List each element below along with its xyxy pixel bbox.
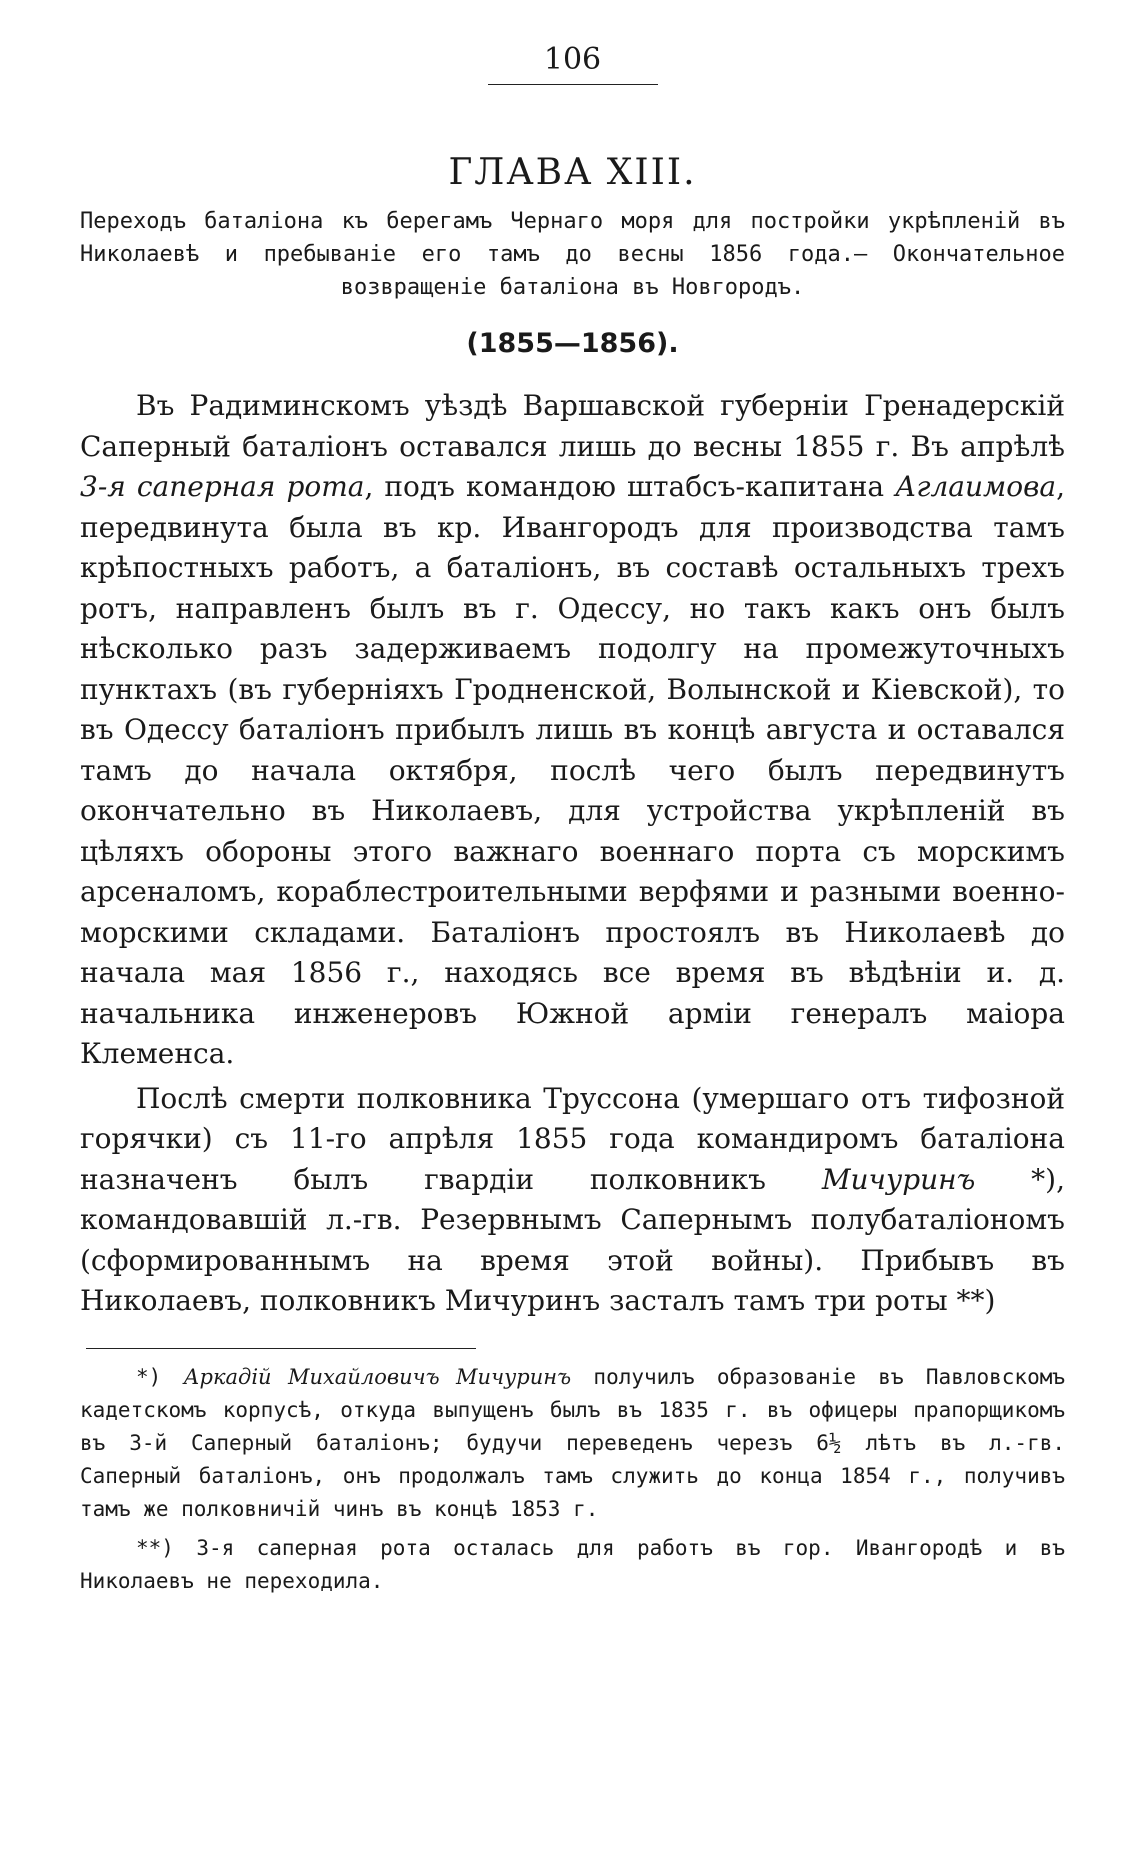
footnote-marker-1: *)	[975, 1162, 1057, 1196]
paragraph-1-text-b: , подъ командою штабсъ-капитана	[364, 470, 896, 503]
footnote-1-text: получилъ образованіе въ Павловскомъ кадетскомъ корпусѣ, откуда выпущенъ былъ въ 1835 г. въ офицеры прапорщикомъ въ 3-й Саперный баталіонъ; будучи переведенъ черезъ 6½ лѣтъ въ л.-гв. Саперный баталіонъ, онъ продолжалъ тамъ служить до конца 1854 г., получивъ тамъ же полковничій чинъ въ концѣ 1853 г.	[80, 1364, 1065, 1521]
book-page	[80, 40, 1065, 1598]
paragraph-1-text-c: , передвинута была въ кр. Ивангородъ для производства тамъ крѣпостныхъ работъ, а баталіонъ, въ составѣ остальныхъ трехъ ротъ, направленъ былъ въ г. Одессу, но такъ какъ онъ былъ нѣсколько разъ задерживаемъ подолгу на промежуточныхъ пунктахъ (въ губерніяхъ Гродненской, Волынской и Кіевской), то въ Одессу баталіонъ прибылъ лишь въ концѣ августа и оставался тамъ до начала октября, послѣ чего былъ передвинутъ окончательно въ Николаевъ, для устройства укрѣпленій въ цѣляхъ обороны этого важнаго военнаго порта съ морскимъ арсеналомъ, кораблестроительными верфями и разными военно-морскими складами. Баталіонъ простоялъ въ Николаевѣ до начала мая 1856 г., находясь все время въ вѣдѣніи и. д. начальника инженеровъ Южной арміи генералъ маіора Клеменса.	[80, 470, 1065, 1070]
company-name: 3-я саперная рота	[80, 470, 365, 503]
paragraph-1	[80, 386, 1065, 1075]
commander-name: Мичуринъ	[821, 1162, 976, 1196]
paragraph-2-text-b: , командовавшій л.-гв. Резервнымъ Сапернымъ полубаталіономъ (сформированнымъ на время этой войны). Прибывъ въ Николаевъ, полковникъ Мичуринъ засталъ тамъ три роты **)	[80, 1162, 1065, 1317]
footnotes	[80, 1361, 1065, 1598]
footnote-2: **) 3-я саперная рота осталась для работъ въ гор. Ивангородѣ и въ Николаевъ не переходила.	[80, 1535, 1065, 1593]
footnote-divider	[86, 1348, 476, 1349]
footnote-1-name: Аркадій Михайловичъ Мичуринъ	[183, 1364, 572, 1389]
chapter-years: (1855—1856).	[466, 328, 679, 359]
body-text	[80, 386, 1065, 1322]
chapter-summary: Переходъ баталіона къ берегамъ Чернаго моря для постройки укрѣпленій въ Николаевѣ и пребываніе его тамъ до весны 1856 года.— Окончательное возвращеніе баталіона въ Новгородъ.	[80, 209, 1065, 300]
paragraph-2	[80, 1079, 1065, 1322]
footnote-1	[80, 1361, 1065, 1526]
paragraph-1-text-a: Въ Радиминскомъ уѣздѣ Варшавской губерніи Гренадерскій Саперный баталіонъ оставался лишь до весны 1855 г. Въ апрѣлѣ	[80, 389, 1065, 463]
footnote-1-mark: *)	[136, 1364, 184, 1389]
captain-name: Аглаимова	[895, 470, 1057, 503]
paragraph-2-text-a: Послѣ смерти полковника Труссона (умершаго отъ тифозной горячки) съ 11-го апрѣля 1855 года командиромъ баталіона назначенъ былъ гвардіи полковникъ	[80, 1081, 1065, 1196]
chapter-title: ГЛАВА XIII.	[448, 152, 697, 193]
page-number: 106	[488, 40, 658, 85]
